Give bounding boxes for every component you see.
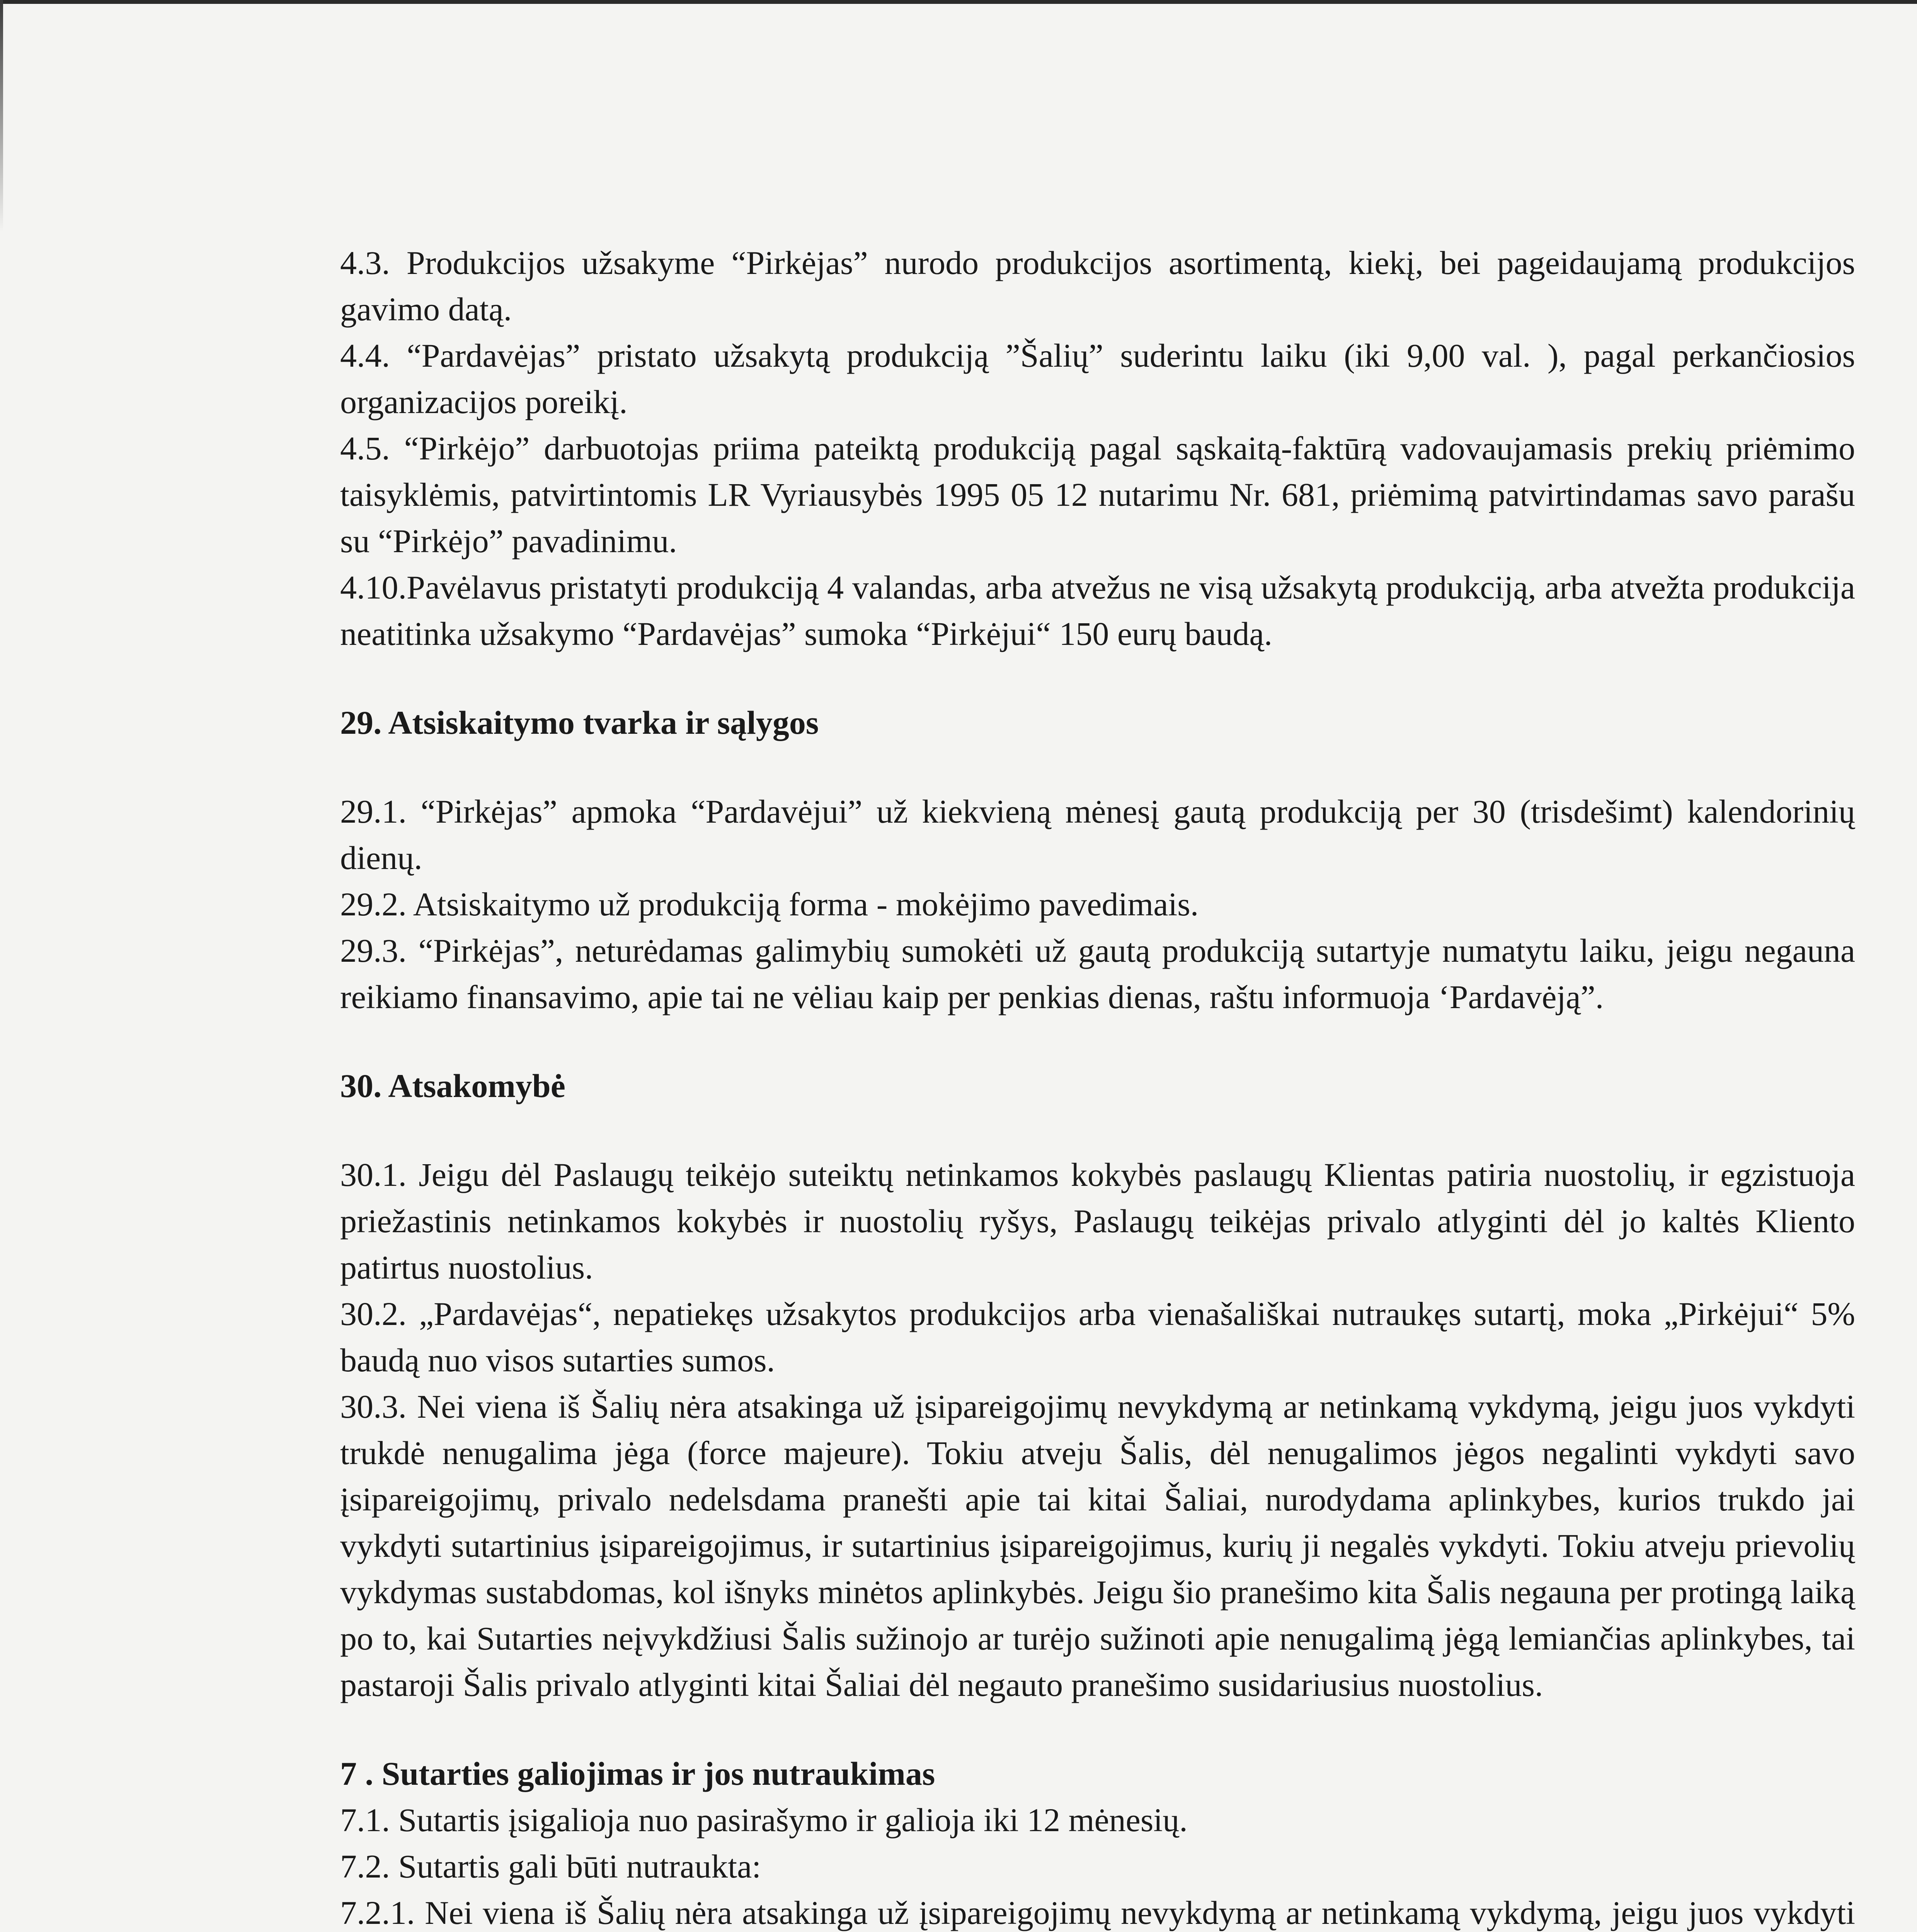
section-30-heading: 30. Atsakomybė — [340, 1067, 565, 1104]
section-7-heading: 7 . Sutarties galiojimas ir jos nutraukimas — [340, 1755, 935, 1792]
clause-4-5: 4.5. “Pirkėjo” darbuotojas priima pateiktą produkciją pagal sąskaitą-faktūrą vadovaujamasis prekių priėmimo taisyklėmis, patvirtintomis LR Vyriausybės 1995 05 12 nutarimu Nr. 681, priėmimą patvirtindamas savo parašu su “Pirkėjo” pavadinimu. — [340, 430, 1855, 560]
clause-30-2: 30.2. „Pardavėjas“, nepatiekęs užsakytos produkcijos arba vienašališkai nutraukęs sutartį, moka „Pirkėjui“ 5% baudą nuo visos sutarties sumos. — [340, 1295, 1855, 1379]
document-body — [340, 240, 1855, 1932]
spacer — [340, 1708, 1855, 1750]
clause-4-3: 4.3. Produkcijos užsakyme “Pirkėjas” nurodo produkcijos asortimentą, kiekį, bei pageidaujamą produkcijos gavimo datą. — [340, 244, 1855, 328]
section-29-heading: 29. Atsiskaitymo tvarka ir sąlygos — [340, 704, 819, 741]
spacer — [340, 1109, 1855, 1151]
scan-edge — [0, 0, 1917, 4]
spacer — [340, 746, 1855, 788]
clause-4-10: 4.10.Pavėlavus pristatyti produkciją 4 valandas, arba atvežus ne visą užsakytą produkciją, arba atvežta produkcija neatitinka užsakymo “Pardavėjas” sumoka “Pirkėjui“ 150 eurų baudą. — [340, 569, 1855, 652]
clause-29-3: 29.3. “Pirkėjas”, neturėdamas galimybių sumokėti už gautą produkciją sutartyje numatytu laiku, jeigu negauna reikiamo finansavimo, apie tai ne vėliau kaip per penkias dienas, raštu informuoja ‘Pardavėją”. — [340, 932, 1855, 1015]
clause-7-1: 7.1. Sutartis įsigalioja nuo pasirašymo ir galioja iki 12 mėnesių. — [340, 1801, 1188, 1838]
clause-7-2-1: 7.2.1. Nei viena iš Šalių nėra atsakinga už įsipareigojimų nevykdymą ar netinkamą vykdymą, jeigu juos vykdyti — [340, 1894, 1855, 1931]
clause-4-4: 4.4. “Pardavėjas” pristato užsakytą produkciją ”Šalių” suderintu laiku (iki 9,00 val. ), pagal perkančiosios organizacijos poreikį. — [340, 337, 1855, 420]
clause-30-3: 30.3. Nei viena iš Šalių nėra atsakinga už įsipareigojimų nevykdymą ar netinkamą vykdymą, jeigu juos vykdyti trukdė nenugalima jėga (force majeure). Tokiu atveju Šalis, dėl nenugalimos jėgos negalinti vykdyti savo įsipareigojimų, privalo nedelsdama pranešti apie tai kitai Šaliai, nurodydama aplinkybes, kurios trukdo jai vykdyti sutartinius įsipareigojimus, ir sutartinius įsipareigojimus, kurių ji negalės vykdyti. Tokiu atveju prievolių vykdymas sustabdomas, kol išnyks minėtos aplinkybės. Jeigu šio pranešimo kita Šalis negauna per protingą laiką po to, kai Sutarties neįvykdžiusi Šalis sužinojo ar turėjo sužinoti apie nenugalimą jėgą lemiančias aplinkybes, tai pastaroji Šalis privalo atlyginti kitai Šaliai dėl negauto pranešimo susidariusius nuostolius. — [340, 1388, 1855, 1703]
clause-29-2: 29.2. Atsiskaitymo už produkciją forma - mokėjimo pavedimais. — [340, 886, 1199, 923]
clause-7-2: 7.2. Sutartis gali būti nutraukta: — [340, 1848, 761, 1885]
spacer — [340, 657, 1855, 699]
spacer — [340, 1020, 1855, 1063]
scan-shadow — [0, 0, 3, 232]
clause-29-1: 29.1. “Pirkėjas” apmoka “Pardavėjui” už kiekvieną mėnesį gautą produkciją per 30 (trisdešimt) kalendorinių dienų. — [340, 793, 1855, 876]
clause-30-1: 30.1. Jeigu dėl Paslaugų teikėjo suteiktų netinkamos kokybės paslaugų Klientas patiria nuostolių, ir egzistuoja priežastinis netinkamos kokybės ir nuostolių ryšys, Paslaugų teikėjas privalo atlyginti dėl jo kaltės Kliento patirtus nuostolius. — [340, 1156, 1855, 1286]
